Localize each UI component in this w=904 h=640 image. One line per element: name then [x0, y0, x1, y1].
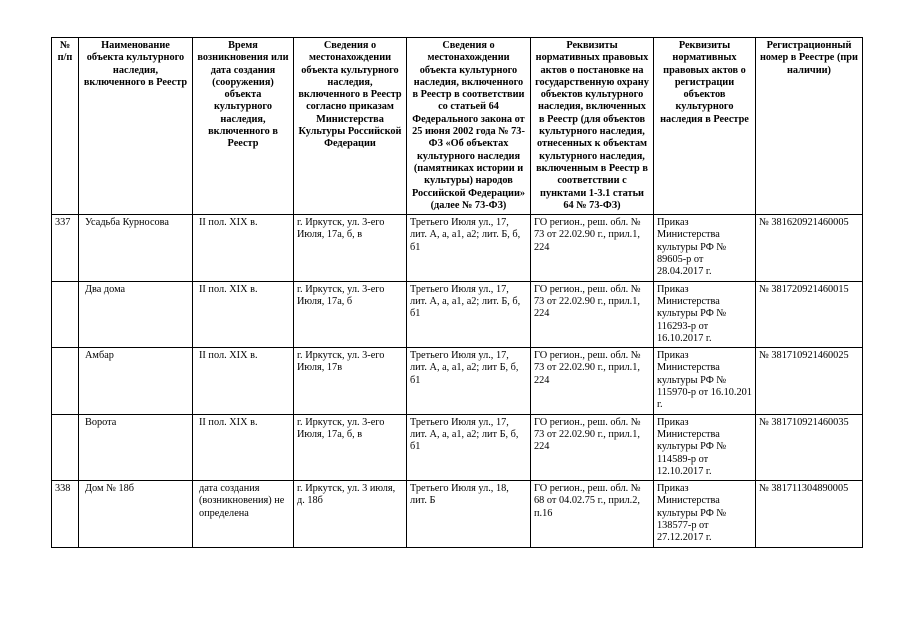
header-protection-act: Реквизиты нормативных правовых актов о постановке на государственную охрану объектов культурного наследия, включенных в Реестр (для объектов культурного наследия, отнесенных к объектам культурного наследия, включенным в Реестр в соответствии с пунктами 1-3.1 статьи 64 № 73-ФЗ)	[531, 38, 654, 215]
object-location: г. Иркутск, ул. 3 июля, д. 18б	[294, 481, 407, 547]
object-name: Дом № 18б	[79, 481, 193, 547]
object-location-64: Третьего Июля ул., 17, лит. А, а, а1, а2; лит Б, б, б1	[407, 414, 531, 480]
registration-act: Приказ Министерства культуры РФ № 114589-р от 12.10.2017 г.	[654, 414, 756, 480]
reg-number: № 381710921460025	[756, 348, 863, 414]
object-time: II пол. XIX в.	[193, 215, 294, 281]
object-location: г. Иркутск, ул. 3-его Июля, 17а, б, в	[294, 215, 407, 281]
table-row	[52, 414, 863, 480]
object-location-64: Третьего Июля ул., 17, лит. А, а, а1, а2; лит. Б, б, б1	[407, 281, 531, 347]
registration-act: Приказ Министерства культуры РФ № 115970-р от 16.10.201 г.	[654, 348, 756, 414]
row-number: 338	[52, 481, 79, 547]
registration-act: Приказ Министерства культуры РФ № 116293-р от 16.10.2017 г.	[654, 281, 756, 347]
header-name: Наименование объекта культурного наследия, включенного в Реестр	[79, 38, 193, 215]
table-row	[52, 348, 863, 414]
header-reg-number: Регистрационный номер в Реестре (при наличии)	[756, 38, 863, 215]
header-time: Время возникновения или дата создания (сооружения) объекта культурного наследия, включенного в Реестр	[193, 38, 294, 215]
object-location-64: Третьего Июля ул., 17, лит. А, а, а1, а2; лит Б, б, б1	[407, 348, 531, 414]
object-name: Амбар	[79, 348, 193, 414]
table-row	[52, 281, 863, 347]
row-number	[52, 414, 79, 480]
registration-act: Приказ Министерства культуры РФ № 89605-р от 28.04.2017 г.	[654, 215, 756, 281]
table-row	[52, 215, 863, 281]
object-name: Усадьба Курносова	[79, 215, 193, 281]
reg-number: № 381620921460005	[756, 215, 863, 281]
protection-act: ГО регион., реш. обл. № 68 от 04.02.75 г., прил.2, п.16	[531, 481, 654, 547]
object-name: Ворота	[79, 414, 193, 480]
reg-number: № 381710921460035	[756, 414, 863, 480]
header-location: Сведения о местонахождении объекта культурного наследия, включенного в Реестр согласно приказам Министерства Культуры Российской Федерации	[294, 38, 407, 215]
header-registration-act: Реквизиты нормативных правовых актов о регистрации объектов культурного наследия в Реестре	[654, 38, 756, 215]
table-row	[52, 481, 863, 547]
object-location: г. Иркутск, ул. 3-его Июля, 17в	[294, 348, 407, 414]
object-time: II пол. XIX в.	[193, 281, 294, 347]
object-location-64: Третьего Июля ул., 17, лит. А, а, а1, а2; лит. Б, б, б1	[407, 215, 531, 281]
row-number: 337	[52, 215, 79, 281]
object-time: дата создания (возникновения) не определена	[193, 481, 294, 547]
row-number	[52, 281, 79, 347]
object-name: Два дома	[79, 281, 193, 347]
protection-act: ГО регион., реш. обл. № 73 от 22.02.90 г., прил.1, 224	[531, 281, 654, 347]
protection-act: ГО регион., реш. обл. № 73 от 22.02.90 г., прил.1, 224	[531, 414, 654, 480]
object-location: г. Иркутск, ул. 3-его Июля, 17а, б	[294, 281, 407, 347]
table-header-row	[52, 38, 863, 215]
heritage-registry-table	[51, 37, 863, 548]
row-number	[52, 348, 79, 414]
protection-act: ГО регион., реш. обл. № 73 от 22.02.90 г., прил.1, 224	[531, 348, 654, 414]
registration-act: Приказ Министерства культуры РФ № 138577-р от 27.12.2017 г.	[654, 481, 756, 547]
header-number: № п/п	[52, 38, 79, 215]
object-location-64: Третьего Июля ул., 18, лит. Б	[407, 481, 531, 547]
header-location-64: Сведения о местонахождении объекта культурного наследия, включенного в Реестр в соответствии со статьей 64 Федерального закона от 25 июня 2002 года № 73-ФЗ «Об объектах культурного наследия (памятниках истории и культуры) народов Российской Федерации» (далее № 73-ФЗ)	[407, 38, 531, 215]
reg-number: № 381720921460015	[756, 281, 863, 347]
object-location: г. Иркутск, ул. 3-его Июля, 17а, б, в	[294, 414, 407, 480]
reg-number: № 381711304890005	[756, 481, 863, 547]
protection-act: ГО регион., реш. обл. № 73 от 22.02.90 г., прил.1, 224	[531, 215, 654, 281]
object-time: II пол. XIX в.	[193, 348, 294, 414]
object-time: II пол. XIX в.	[193, 414, 294, 480]
